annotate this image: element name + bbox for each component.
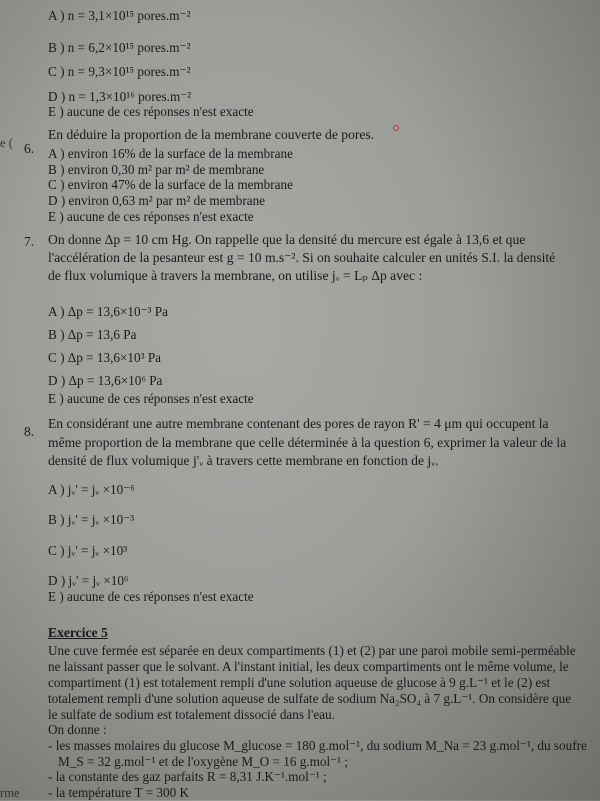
exercise-paragraph-line: totalement rempli d'une solution aqueuse de sulfate de sodium Na₂SO₄ à 7 g.L⁻¹. On considère que: [48, 691, 572, 706]
q7-line3: de flux volumique à travers la membrane, on utilise jᵥ = Lₚ Δp avec :: [48, 268, 423, 283]
margin-fragment: e (: [0, 136, 13, 150]
q7-option-e: E ) aucune de ces réponses n'est exacte: [48, 391, 254, 406]
q6-option-e: E ) aucune de ces réponses n'est exacte: [48, 209, 254, 224]
q5-option-d: D ) n = 1,3×10¹⁶ pores.m⁻²: [48, 89, 192, 104]
q5-option-e: E ) aucune de ces réponses n'est exacte: [48, 104, 254, 119]
exercise-paragraph-line: le sulfate de sodium est totalement dissocié dans l'eau.: [48, 707, 335, 722]
q7-line2: l'accélération de la pesanteur est g = 10 m.s⁻². Si on souhaite calculer en unités S.I. la densité: [48, 250, 556, 265]
q5-option-b: B ) n = 6,2×10¹⁵ pores.m⁻²: [48, 40, 191, 55]
q5-option-c: C ) n = 9,3×10¹⁵ pores.m⁻²: [48, 64, 191, 79]
q6-number: 6.: [24, 141, 35, 156]
q6-option-d: D ) environ 0,63 m² par m² de membrane: [48, 193, 266, 208]
q6-text: En déduire la proportion de la membrane couverte de pores.: [48, 127, 375, 142]
q7-option-d: D ) Δp = 13,6×10⁶ Pa: [48, 373, 163, 388]
exercise-data-line: - la température T = 300 K: [48, 785, 189, 800]
margin-fragment: rme: [0, 786, 20, 800]
q8-line1: En considérant une autre membrane contenant des pores de rayon R' = 4 μm qui occupent la: [48, 416, 549, 431]
exercise-data-line: - la constante des gaz parfaits R = 8,31 J.K⁻¹.mol⁻¹ ;: [48, 769, 327, 784]
q8-option-b: B ) jᵥ' = jᵥ ×10⁻³: [48, 512, 135, 527]
q7-number: 7.: [24, 234, 35, 249]
exercise-paragraph-line: ne laissant passer que le solvant. A l'instant initial, les deux compartiments ont le même volume, le: [48, 659, 569, 674]
q8-option-a: A ) jᵥ' = jᵥ ×10⁻⁶: [48, 482, 135, 497]
exercise-paragraph-line: Une cuve fermée est séparée en deux compartiments (1) et (2) par une paroi mobile semi-perméable: [48, 643, 576, 658]
q5-option-a: A ) n = 3,1×10¹⁵ pores.m⁻²: [48, 8, 191, 23]
q7-line1: On donne Δp = 10 cm Hg. On rappelle que la densité du mercure est égale à 13,6 et que: [48, 232, 526, 247]
pen-mark: [393, 125, 399, 131]
exercise-data-line: M_S = 32 g.mol⁻¹ et de l'oxygène M_O = 16 g.mol⁻¹ ;: [58, 754, 348, 769]
q8-option-e: E ) aucune de ces réponses n'est exacte: [48, 589, 254, 604]
exercise-donne: On donne :: [48, 722, 107, 737]
q7-option-c: C ) Δp = 13,6×10³ Pa: [48, 350, 162, 365]
q8-option-d: D ) jᵥ' = jᵥ ×10⁶: [48, 573, 129, 588]
exercise-title: Exercice 5: [48, 625, 108, 640]
q7-option-a: A ) Δp = 13,6×10⁻³ Pa: [48, 304, 168, 319]
q6-option-a: A ) environ 16% de la surface de la membrane: [48, 146, 293, 161]
q8-line2: même proportion de la membrane que celle déterminée à la question 6, exprimer la valeur de la: [48, 435, 567, 450]
q6-option-c: C ) environ 47% de la surface de la membrane: [48, 177, 293, 192]
exercise-data-line: - les masses molaires du glucose M_glucose = 180 g.mol⁻¹, du sodium M_Na = 23 g.mol⁻¹, du soufre: [48, 738, 587, 753]
q6-option-b: B ) environ 0,30 m² par m² de membrane: [48, 162, 265, 177]
exercise-paragraph-line: compartiment (1) est totalement rempli d'une solution aqueuse de glucose à 9 g.L⁻¹ et le (2) est: [48, 675, 551, 690]
q7-option-b: B ) Δp = 13,6 Pa: [48, 327, 137, 342]
q8-line3: densité de flux volumique j'ᵥ à travers cette membrane en fonction de jᵥ.: [48, 453, 439, 468]
q8-number: 8.: [24, 424, 35, 439]
q8-option-c: C ) jᵥ' = jᵥ ×10³: [48, 543, 128, 558]
